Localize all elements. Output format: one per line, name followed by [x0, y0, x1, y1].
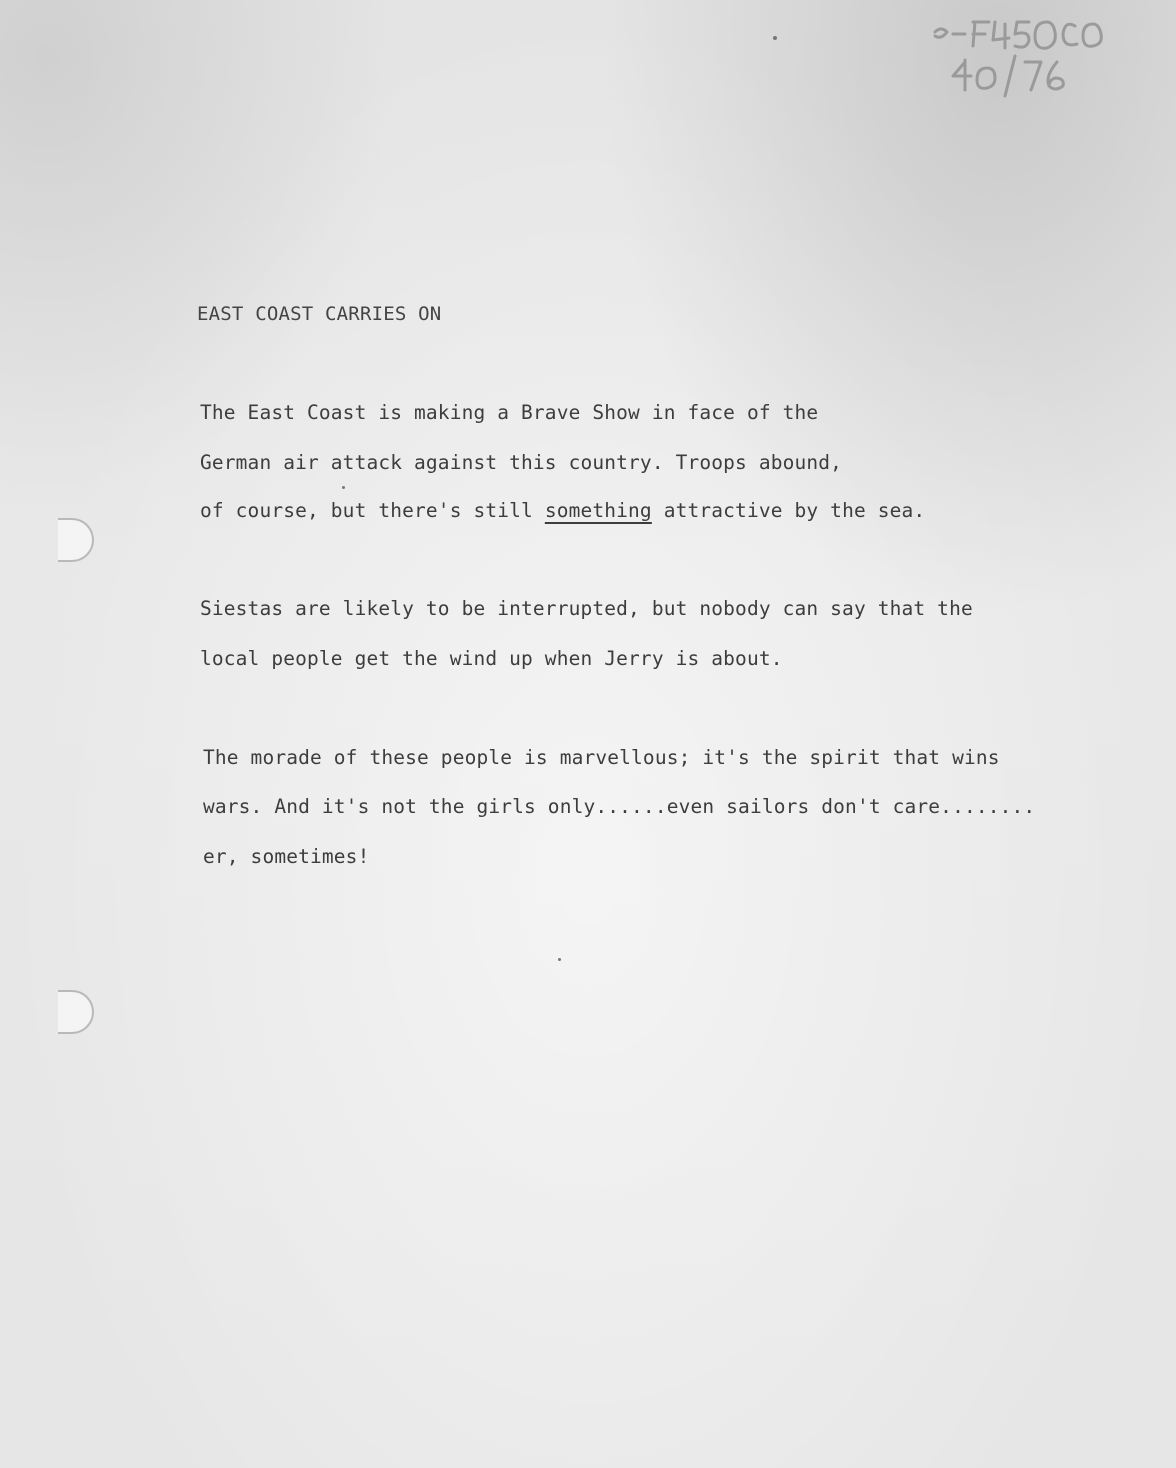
paper-speck — [773, 36, 777, 40]
paper-speck — [342, 486, 345, 489]
body-line: German air attack against this country. Troops abound, — [200, 451, 843, 474]
handwritten-reference-drawing — [925, 10, 1125, 100]
handwritten-reference-number — [925, 10, 1125, 100]
punch-hole — [58, 990, 94, 1034]
body-line — [200, 499, 925, 522]
body-line: er, sometimes! — [203, 845, 370, 868]
punch-hole — [58, 518, 94, 562]
body-text-segment: of course, but there's still — [200, 499, 545, 522]
document-title: EAST COAST CARRIES ON — [197, 303, 442, 325]
body-text-segment: attractive by the sea. — [651, 499, 926, 522]
body-line: The morade of these people is marvellous; it's the spirit that wins — [203, 746, 1000, 769]
body-line: wars. And it's not the girls only......even sailors don't care........ — [203, 795, 1036, 818]
paper-speck — [558, 958, 561, 961]
body-line: Siestas are likely to be interrupted, but nobody can say that the — [200, 597, 973, 620]
body-line: The East Coast is making a Brave Show in face of the — [200, 401, 819, 424]
underlined-word: something — [544, 499, 652, 522]
body-line: local people get the wind up when Jerry is about. — [200, 647, 783, 670]
